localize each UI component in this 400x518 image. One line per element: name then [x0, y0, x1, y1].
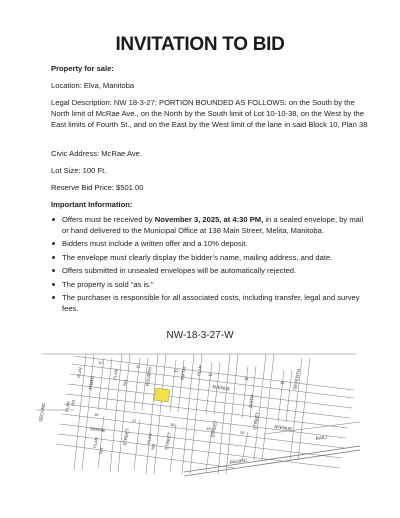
list-item: The property is sold “as is.”	[51, 279, 369, 290]
no-label: NO	[122, 379, 129, 387]
street-label-avenue: AVENUE	[211, 384, 231, 392]
street-label-seventh: SEVENTH	[292, 368, 302, 391]
lot-size: Lot Size: 100 Ft.	[51, 166, 107, 175]
street-label-second: SECOND	[38, 402, 47, 423]
block-grid	[56, 354, 354, 474]
street-label-third: THIRD	[88, 375, 95, 391]
map-drawing	[34, 350, 364, 478]
lot-number: 20	[240, 430, 245, 435]
important-info-list	[51, 214, 369, 316]
reserve-bid-price: Reserve Bid Price: $501.00	[51, 183, 144, 192]
lot-number: 17	[132, 418, 137, 423]
list-item: Offers submitted in unsealed envelopes will be automatically rejected.	[51, 265, 369, 276]
plan-label: PLAN	[76, 367, 83, 379]
lot-number: 19	[206, 426, 211, 431]
street-label-pacific: PACIFIC	[229, 457, 248, 465]
legal-description: Legal Description: NW 18-3-27; PORTION BOUNDED AS FOLLOWS: on the South by the North limit of McRae Ave., on the North by the South limit of Lot 10-10-38, on the West by the East limits of Fourth St., and on the East by the West limit of the lane in said Block 10, Plan 38	[51, 98, 368, 129]
plan-label: PLAN	[146, 433, 153, 445]
property-heading: Property for sale:	[51, 64, 114, 73]
info-heading: Important Information:	[51, 200, 133, 209]
plan-label: PLAN	[64, 401, 71, 413]
plan-label: PLAN	[112, 369, 119, 381]
lot-number: 11	[136, 364, 141, 369]
street-label-street: STREET	[252, 411, 261, 431]
street-label-street: STREET	[164, 431, 173, 451]
street-label-mcrae: McRAE	[89, 426, 106, 434]
plan-label: PLAN	[196, 365, 203, 377]
plan-label: PLAN	[92, 437, 99, 449]
street-label-street: STREET	[210, 419, 219, 439]
list-item: The envelope must clearly display the bidder’s name, mailing address, and date.	[51, 252, 369, 263]
lot-number: 18	[170, 422, 175, 427]
street-label-fifth: FIFTH	[180, 366, 187, 381]
lot-number: 10	[98, 360, 103, 365]
street-label-avenue: AVENUE	[273, 424, 293, 432]
location-line: Location: Elva, Manitoba	[51, 81, 135, 90]
page-title: INVITATION TO BID	[115, 34, 285, 55]
no-label: NO	[150, 443, 157, 451]
highlighted-parcel	[154, 388, 170, 402]
lot-number: 12	[174, 368, 179, 373]
lot-number: 16	[94, 412, 99, 417]
no-label: NO	[98, 447, 105, 455]
lot-number: 13	[208, 372, 213, 377]
lot-number: 15	[280, 380, 285, 385]
street-label-rail: RAILI	[315, 434, 328, 441]
street-label-street: STREET	[122, 427, 131, 447]
list-item: The purchaser is responsible for all associated costs, including transfer, legal and survey fees.	[51, 292, 369, 314]
street-label-fourth: FOURTH	[145, 366, 153, 387]
street-label-sixth: SIXTH	[248, 394, 255, 409]
civic-address: Civic Address: McRae Ave.	[51, 149, 143, 158]
plan-map	[34, 350, 364, 478]
list-item: Bidders must include a written offer and a 10% deposit.	[51, 238, 369, 249]
list-item: Offers must be received by November 3, 2025, at 4:30 PM, in a sealed envelope, by mail or hand delivered to the Municipal Office at 138 Main Street, Melita, Manitoba.	[51, 214, 369, 236]
no-label: NO	[70, 399, 77, 407]
lot-number: 14	[244, 376, 249, 381]
map-caption: NW-18-3-27-W	[166, 330, 234, 341]
